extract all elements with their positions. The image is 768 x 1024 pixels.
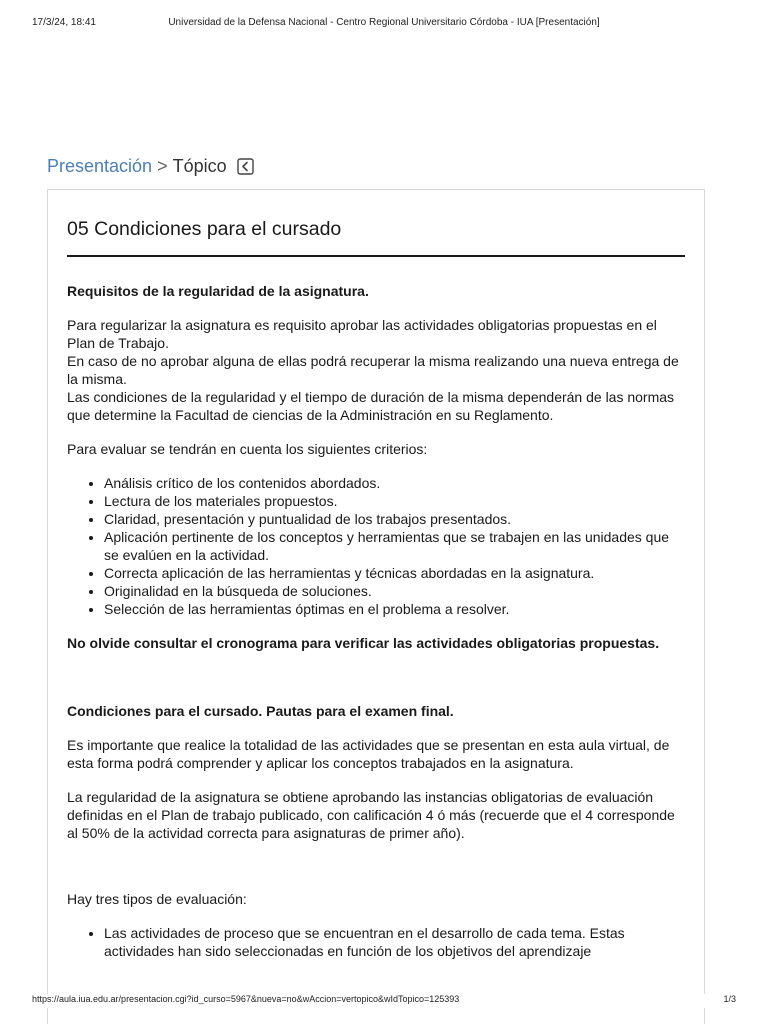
paragraph-regularidad: La regularidad de la asignatura se obtiene aprobando las instancias obligatorias de evaluación definidas en el Plan de trabajo publicado, con calificación 4 ó más (recuerde que el 4 corresponde al 50% de la actividad correcta para asignaturas de primer año).	[67, 789, 675, 841]
topic-content	[67, 282, 685, 960]
criteria-list	[67, 474, 685, 618]
criteria-item: • Aplicación pertinente de los conceptos y herramientas que se trabajen en las unidades que se evalúen en la actividad.	[104, 528, 685, 564]
criteria-intro: Para evaluar se tendrán en cuenta los siguientes criterios:	[67, 441, 428, 457]
print-footer	[32, 994, 736, 1008]
section-heading-cursado: Condiciones para el cursado. Pautas para el examen final.	[67, 703, 454, 719]
paragraph-line: En caso de no aprobar alguna de ellas podrá recuperar la misma realizando una nueva entrega de la misma.	[67, 353, 679, 387]
criteria-item: • Claridad, presentación y puntualidad de los trabajos presentados.	[104, 510, 685, 528]
criteria-item: • Lectura de los materiales propuestos.	[104, 492, 685, 510]
tipos-item: • Las actividades de proceso que se encuentran en el desarrollo de cada tema. Estas actividades han sido seleccionadas en función de los objetivos del aprendizaje	[104, 924, 685, 960]
criteria-item: • Originalidad en la búsqueda de soluciones.	[104, 582, 685, 600]
print-datetime: 17/3/24, 18:41	[32, 17, 96, 28]
tipos-list	[67, 924, 685, 960]
breadcrumb-current: Tópico	[172, 156, 227, 176]
paragraph-line: Para regularizar la asignatura es requisito aprobar las actividades obligatorias propuestas en el Plan de Trabajo.	[67, 317, 657, 351]
topic-card	[47, 189, 705, 1024]
page-indicator: 1/3	[723, 994, 736, 1004]
breadcrumb-separator: >	[157, 156, 168, 176]
print-header	[32, 17, 736, 31]
cronograma-reminder: No olvide consultar el cronograma para verificar las actividades obligatorias propuestas.	[67, 635, 660, 651]
breadcrumb-link-presentacion[interactable]: Presentación	[47, 156, 153, 176]
criteria-item: • Correcta aplicación de las herramientas y técnicas abordadas en la asignatura.	[104, 564, 685, 582]
paragraph-actividades: Es importante que realice la totalidad de las actividades que se presentan en esta aula virtual, de esta forma podrá comprender y aplicar los conceptos trabajados en la asignatura.	[67, 737, 670, 771]
chevron-left-square-icon[interactable]	[237, 158, 254, 175]
breadcrumb	[47, 156, 254, 177]
print-page-title: Universidad de la Defensa Nacional - Centro Regional Universitario Córdoba - IUA [Presentación]	[168, 17, 600, 28]
topic-title: 05 Condiciones para el cursado	[67, 218, 685, 257]
print-url: https://aula.iua.edu.ar/presentacion.cgi?id_curso=5967&nueva=no&wAccion=vertopico&wIdTopico=125393	[32, 994, 460, 1004]
criteria-item: • Análisis crítico de los contenidos abordados.	[104, 474, 685, 492]
paragraph-line: Las condiciones de la regularidad y el tiempo de duración de la misma dependerán de las normas que determine la Facultad de ciencias de la Administración en su Reglamento.	[67, 389, 675, 423]
section-heading-regularidad: Requisitos de la regularidad de la asignatura.	[67, 283, 369, 299]
tipos-intro: Hay tres tipos de evaluación:	[67, 891, 247, 907]
paragraph-requisitos	[67, 316, 685, 424]
criteria-item: • Selección de las herramientas óptimas en el problema a resolver.	[104, 600, 685, 618]
